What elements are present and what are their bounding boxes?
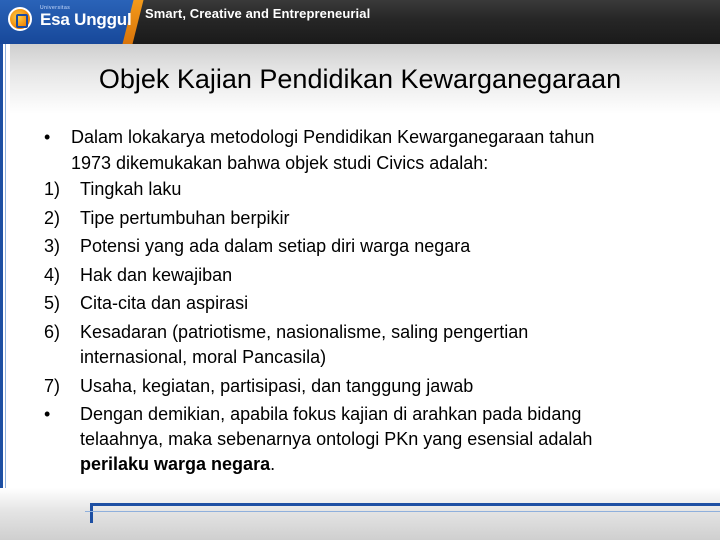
university-logo-icon: [8, 7, 32, 31]
item-text: Cita-cita dan aspirasi: [80, 293, 249, 313]
item-text: Potensi yang ada dalam setiap diri warga negara: [80, 236, 471, 256]
footer-frame-line: [90, 503, 720, 523]
item-text-continued: internasional, moral Pancasila): [80, 347, 327, 367]
item-text: Tingkah laku: [80, 179, 182, 199]
intro-line-2: 1973 dikemukakan bahwa objek studi Civics adalah:: [71, 153, 489, 173]
period: .: [270, 454, 276, 474]
intro-line-1: Dalam lokakarya metodologi Pendidikan Kewarganegaraan tahun: [71, 127, 595, 147]
item-number: 2): [44, 208, 61, 228]
item-number: 5): [44, 293, 61, 313]
item-text: Tipe pertumbuhan berpikir: [80, 208, 290, 228]
conclusion-line-1: Dengan demikian, apabila fokus kajian di arahkan pada bidang: [80, 404, 582, 424]
header-banner: [0, 0, 720, 44]
logo-caption: Universitas: [40, 5, 71, 11]
conclusion-line-2: telaahnya, maka sebenarnya ontologi PKn yang esensial adalah: [80, 429, 593, 449]
item-text: Hak dan kewajiban: [80, 265, 233, 285]
item-number: 6): [44, 322, 61, 342]
item-text: Kesadaran (patriotisme, nasionalisme, saling pengertian: [80, 322, 529, 342]
item-number: 1): [44, 179, 61, 199]
item-number: 7): [44, 376, 61, 396]
bullet-marker: •: [44, 404, 51, 424]
item-text: Usaha, kegiatan, partisipasi, dan tanggung jawab: [80, 376, 474, 396]
tagline: Smart, Creative and Entrepreneurial: [145, 6, 371, 21]
conclusion-line-3: [80, 452, 275, 476]
emphasis-text: perilaku warga negara: [80, 454, 271, 474]
bullet-marker: •: [44, 127, 51, 147]
item-number: 3): [44, 236, 61, 256]
logo-name: Esa Unggul: [40, 10, 132, 29]
slide-title: Objek Kajian Pendidikan Kewarganegaraan: [98, 64, 622, 94]
item-number: 4): [44, 265, 61, 285]
left-decorative-line: [0, 44, 10, 514]
